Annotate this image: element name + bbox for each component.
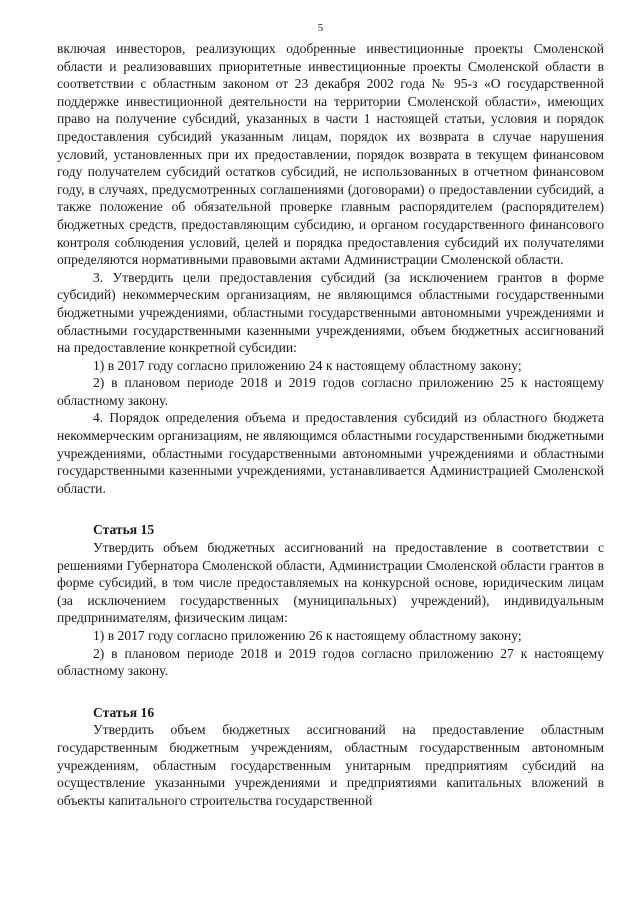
- article-15-title: Статья 15: [93, 522, 155, 538]
- paragraph-article-15: Утвердить объем бюджетных ассигнований на предоставление в соответствии с решениями Губернатора Смоленской области, Администрации Смоленской области грантов в форме субсидий, в том числе предоставляемых на конкурсной основе, юридическим лицам (за исключением государственных (муниципальных) учреждений), индивидуальным предпринимателям, физическим лицам:: [57, 540, 604, 626]
- paragraph-article-15-item-1: 1) в 2017 году согласно приложению 26 к настоящему областному закону;: [93, 628, 522, 643]
- paragraph-article-16: Утвердить объем бюджетных ассигнований на предоставление областным государственным бюджетным учреждениям, областным государственным автономным учреждениям, областным государственным унитарным предприятиям субсидий на осуществление указанными учреждениями и предприятиями капитальных вложений в объекты капитального строительства государственной: [57, 722, 604, 808]
- document-body: [57, 40, 604, 809]
- paragraph-continuation: включая инвесторов, реализующих одобренные инвестиционные проекты Смоленской области и реализовавших приоритетные инвестиционные проекты Смоленской области в соответствии с областным законом от 23 декабря 2002 года № 95-з «О государственной поддержке инвестиционной деятельности на территории Смоленской области», имеющих право на получение субсидий, указанных в части 1 настоящей статьи, условия и порядок предоставления субсидий указанным лицам, порядок их возврата в случае нарушения условий, установленных при их предоставлении, порядок возврата в текущем финансовом году получателем субсидий остатков субсидий, не использованных в отчетном финансовом году, в случаях, предусмотренных соглашениями (договорами) о предоставлении субсидий, а также положение об обязательной проверке главным распорядителем (распорядителем) бюджетных средств, предоставляющим субсидию, и органом государственного финансового контроля соблюдения условий, целей и порядка предоставления субсидий их получателями определяются нормативными правовыми актами Администрации Смоленской области.: [57, 41, 604, 268]
- paragraph-clause-3-item-2: 2) в плановом периоде 2018 и 2019 годов согласно приложению 25 к настоящему областному закону.: [57, 375, 604, 408]
- paragraph-clause-3-item-1: 1) в 2017 году согласно приложению 24 к настоящему областному закону;: [93, 357, 522, 373]
- paragraph-clause-4: 4. Порядок определения объема и предоставления субсидий из областного бюджета некоммерческим организациям, не являющимся областными государственными бюджетными учреждениями, областными государственными автономными учреждениями и областными государственными казенными учреждениями, устанавливается Администрацией Смоленской области.: [57, 410, 604, 496]
- paragraph-clause-3: 3. Утвердить цели предоставления субсидий (за исключением грантов в форме субсидий) некоммерческим организациям, не являющимся областными государственными бюджетными учреждениями, областными государственными автономными учреждениями и областными государственными казенными учреждениями, объем бюджетных ассигнований на предоставление конкретной субсидии:: [57, 269, 604, 356]
- article-16-title: Статья 16: [93, 704, 155, 720]
- page-number: 5: [317, 22, 324, 34]
- paragraph-article-15-item-2: 2) в плановом периоде 2018 и 2019 годов согласно приложению 27 к настоящему областному закону.: [57, 645, 604, 679]
